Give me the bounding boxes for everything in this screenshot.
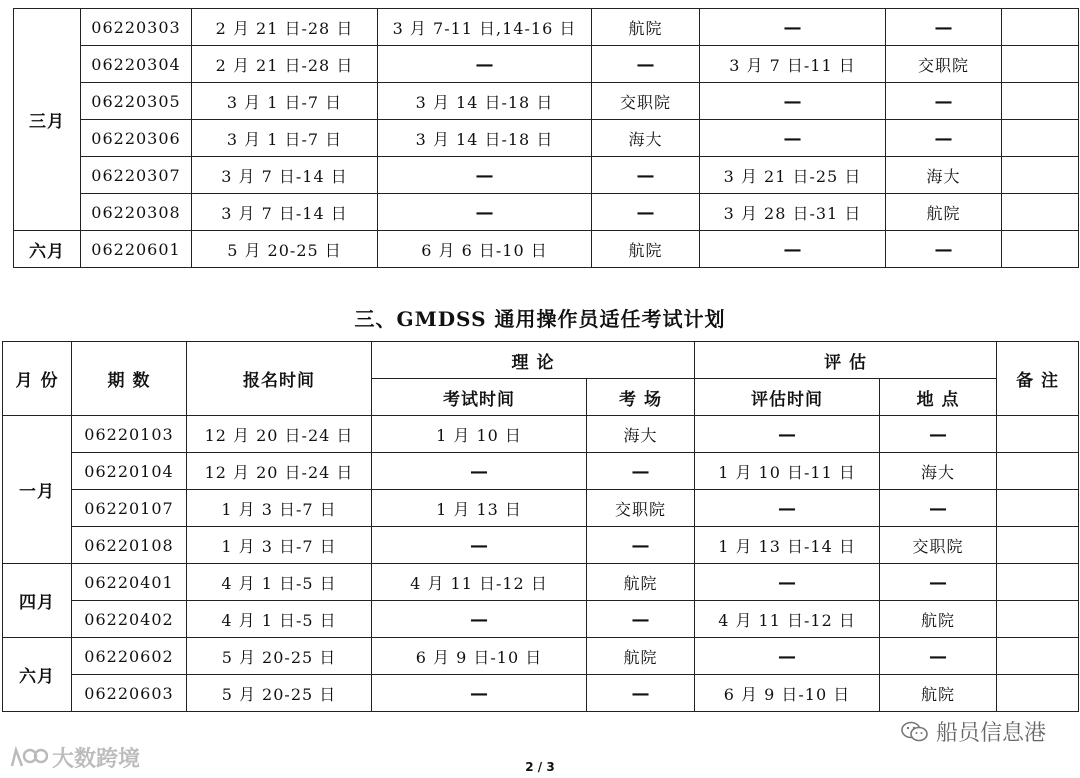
assessment-time: — bbox=[695, 416, 880, 453]
remarks bbox=[1002, 231, 1079, 268]
remarks bbox=[1002, 194, 1079, 231]
remarks bbox=[997, 675, 1079, 712]
table-row bbox=[3, 564, 1079, 601]
period-number: 06220107 bbox=[72, 490, 187, 527]
signup-time: 3 月 1 日-7 日 bbox=[192, 83, 378, 120]
month-cell: 六月 bbox=[14, 231, 81, 268]
signup-time: 4 月 1 日-5 日 bbox=[187, 564, 372, 601]
header-signup-time: 报名时间 bbox=[187, 342, 372, 416]
previous-schedule-table bbox=[13, 8, 1079, 268]
exam-time: 1 月 13 日 bbox=[372, 490, 587, 527]
exam-venue: 交职院 bbox=[587, 490, 695, 527]
period-number: 06220104 bbox=[72, 453, 187, 490]
assessment-place: — bbox=[886, 231, 1002, 268]
assessment-place: — bbox=[880, 490, 997, 527]
exam-venue: — bbox=[592, 194, 700, 231]
exam-venue: 交职院 bbox=[592, 83, 700, 120]
period-number: 06220305 bbox=[81, 83, 192, 120]
assessment-place: — bbox=[886, 83, 1002, 120]
exam-time: — bbox=[378, 157, 592, 194]
assessment-place: — bbox=[886, 120, 1002, 157]
header-period: 期 数 bbox=[72, 342, 187, 416]
exam-venue: — bbox=[587, 601, 695, 638]
remarks bbox=[997, 527, 1079, 564]
exam-time: — bbox=[378, 194, 592, 231]
exam-venue: 航院 bbox=[592, 9, 700, 46]
header-assessment-place: 地 点 bbox=[880, 379, 997, 416]
period-number: 06220402 bbox=[72, 601, 187, 638]
exam-venue: 航院 bbox=[592, 231, 700, 268]
exam-time: — bbox=[372, 453, 587, 490]
month-cell: 六月 bbox=[3, 638, 72, 712]
wechat-account-name: 船员信息港 bbox=[935, 721, 1046, 746]
exam-time: 3 月 7-11 日,14-16 日 bbox=[378, 9, 592, 46]
header-theory: 理 论 bbox=[372, 342, 695, 379]
assessment-time: 1 月 13 日-14 日 bbox=[695, 527, 880, 564]
gmdss-exam-plan-table bbox=[2, 341, 1079, 712]
period-number: 06220108 bbox=[72, 527, 187, 564]
table-row bbox=[3, 416, 1079, 453]
period-number: 06220308 bbox=[81, 194, 192, 231]
exam-time: — bbox=[372, 601, 587, 638]
table-row bbox=[3, 490, 1079, 527]
assessment-time: 3 月 21 日-25 日 bbox=[700, 157, 886, 194]
assessment-time: 4 月 11 日-12 日 bbox=[695, 601, 880, 638]
period-number: 06220103 bbox=[72, 416, 187, 453]
table-row bbox=[3, 638, 1079, 675]
assessment-time: — bbox=[700, 83, 886, 120]
remarks bbox=[997, 564, 1079, 601]
footer-logo-text: 大数跨境 bbox=[52, 747, 141, 772]
header-assessment: 评 估 bbox=[695, 342, 997, 379]
table-row bbox=[14, 231, 1079, 268]
table-row bbox=[14, 9, 1079, 46]
exam-time: 3 月 14 日-18 日 bbox=[378, 83, 592, 120]
period-number: 06220602 bbox=[72, 638, 187, 675]
exam-time: 3 月 14 日-18 日 bbox=[378, 120, 592, 157]
exam-venue: 航院 bbox=[587, 564, 695, 601]
table-row bbox=[14, 120, 1079, 157]
remarks bbox=[997, 416, 1079, 453]
assessment-time: — bbox=[695, 564, 880, 601]
exam-time: — bbox=[378, 46, 592, 83]
table-row bbox=[14, 194, 1079, 231]
table-row bbox=[14, 46, 1079, 83]
assessment-time: 3 月 7 日-11 日 bbox=[700, 46, 886, 83]
table-row bbox=[14, 157, 1079, 194]
exam-time: 4 月 11 日-12 日 bbox=[372, 564, 587, 601]
assessment-place: — bbox=[880, 638, 997, 675]
signup-time: 3 月 7 日-14 日 bbox=[192, 194, 378, 231]
signup-time: 3 月 1 日-7 日 bbox=[192, 120, 378, 157]
exam-venue: 航院 bbox=[587, 638, 695, 675]
period-number: 06220401 bbox=[72, 564, 187, 601]
assessment-time: 6 月 9 日-10 日 bbox=[695, 675, 880, 712]
exam-time: — bbox=[372, 675, 587, 712]
month-cell: 三月 bbox=[14, 9, 81, 231]
exam-time: 1 月 10 日 bbox=[372, 416, 587, 453]
period-number: 06220304 bbox=[81, 46, 192, 83]
header-month: 月 份 bbox=[3, 342, 72, 416]
remarks bbox=[1002, 120, 1079, 157]
assessment-place: 海大 bbox=[886, 157, 1002, 194]
table-row bbox=[3, 527, 1079, 564]
assessment-time: — bbox=[700, 120, 886, 157]
table-row bbox=[3, 601, 1079, 638]
period-number: 06220601 bbox=[81, 231, 192, 268]
month-cell: 一月 bbox=[3, 416, 72, 564]
period-number: 06220303 bbox=[81, 9, 192, 46]
assessment-time: 1 月 10 日-11 日 bbox=[695, 453, 880, 490]
assessment-place: 交职院 bbox=[880, 527, 997, 564]
assessment-time: — bbox=[700, 9, 886, 46]
assessment-place: 航院 bbox=[880, 675, 997, 712]
exam-venue: — bbox=[592, 46, 700, 83]
signup-time: 1 月 3 日-7 日 bbox=[187, 527, 372, 564]
exam-venue: — bbox=[587, 527, 695, 564]
assessment-place: 航院 bbox=[880, 601, 997, 638]
exam-venue: 海大 bbox=[587, 416, 695, 453]
page-number: 2 / 3 bbox=[525, 760, 555, 774]
period-number: 06220603 bbox=[72, 675, 187, 712]
exam-venue: — bbox=[592, 157, 700, 194]
assessment-place: 海大 bbox=[880, 453, 997, 490]
table-row bbox=[3, 453, 1079, 490]
remarks bbox=[997, 601, 1079, 638]
header-assessment-time: 评估时间 bbox=[695, 379, 880, 416]
signup-time: 4 月 1 日-5 日 bbox=[187, 601, 372, 638]
header-exam-time: 考试时间 bbox=[372, 379, 587, 416]
period-number: 06220307 bbox=[81, 157, 192, 194]
signup-time: 1 月 3 日-7 日 bbox=[187, 490, 372, 527]
wechat-icon bbox=[900, 720, 930, 744]
exam-venue: — bbox=[587, 675, 695, 712]
signup-time: 12 月 20 日-24 日 bbox=[187, 416, 372, 453]
remarks bbox=[997, 453, 1079, 490]
remarks bbox=[1002, 83, 1079, 120]
remarks bbox=[1002, 9, 1079, 46]
remarks bbox=[997, 638, 1079, 675]
signup-time: 12 月 20 日-24 日 bbox=[187, 453, 372, 490]
assessment-time: — bbox=[700, 231, 886, 268]
period-number: 06220306 bbox=[81, 120, 192, 157]
assessment-place: — bbox=[880, 416, 997, 453]
signup-time: 5 月 20-25 日 bbox=[187, 638, 372, 675]
signup-time: 2 月 21 日-28 日 bbox=[192, 46, 378, 83]
section-title: 三、GMDSS 通用操作员适任考试计划 bbox=[354, 307, 726, 331]
signup-time: 3 月 7 日-14 日 bbox=[192, 157, 378, 194]
assessment-time: — bbox=[695, 638, 880, 675]
table-row bbox=[14, 83, 1079, 120]
remarks bbox=[1002, 157, 1079, 194]
exam-venue: — bbox=[587, 453, 695, 490]
remarks bbox=[997, 490, 1079, 527]
signup-time: 2 月 21 日-28 日 bbox=[192, 9, 378, 46]
assessment-place: — bbox=[886, 9, 1002, 46]
signup-time: 5 月 20-25 日 bbox=[187, 675, 372, 712]
header-exam-venue: 考 场 bbox=[587, 379, 695, 416]
exam-time: 6 月 9 日-10 日 bbox=[372, 638, 587, 675]
month-cell: 四月 bbox=[3, 564, 72, 638]
assessment-place: 交职院 bbox=[886, 46, 1002, 83]
header-remarks: 备 注 bbox=[997, 342, 1079, 416]
assessment-place: — bbox=[880, 564, 997, 601]
signup-time: 5 月 20-25 日 bbox=[192, 231, 378, 268]
remarks bbox=[1002, 46, 1079, 83]
assessment-time: 3 月 28 日-31 日 bbox=[700, 194, 886, 231]
exam-time: — bbox=[372, 527, 587, 564]
table-row bbox=[3, 675, 1079, 712]
exam-time: 6 月 6 日-10 日 bbox=[378, 231, 592, 268]
exam-venue: 海大 bbox=[592, 120, 700, 157]
wechat-watermark bbox=[900, 716, 1046, 747]
assessment-place: 航院 bbox=[886, 194, 1002, 231]
assessment-time: — bbox=[695, 490, 880, 527]
